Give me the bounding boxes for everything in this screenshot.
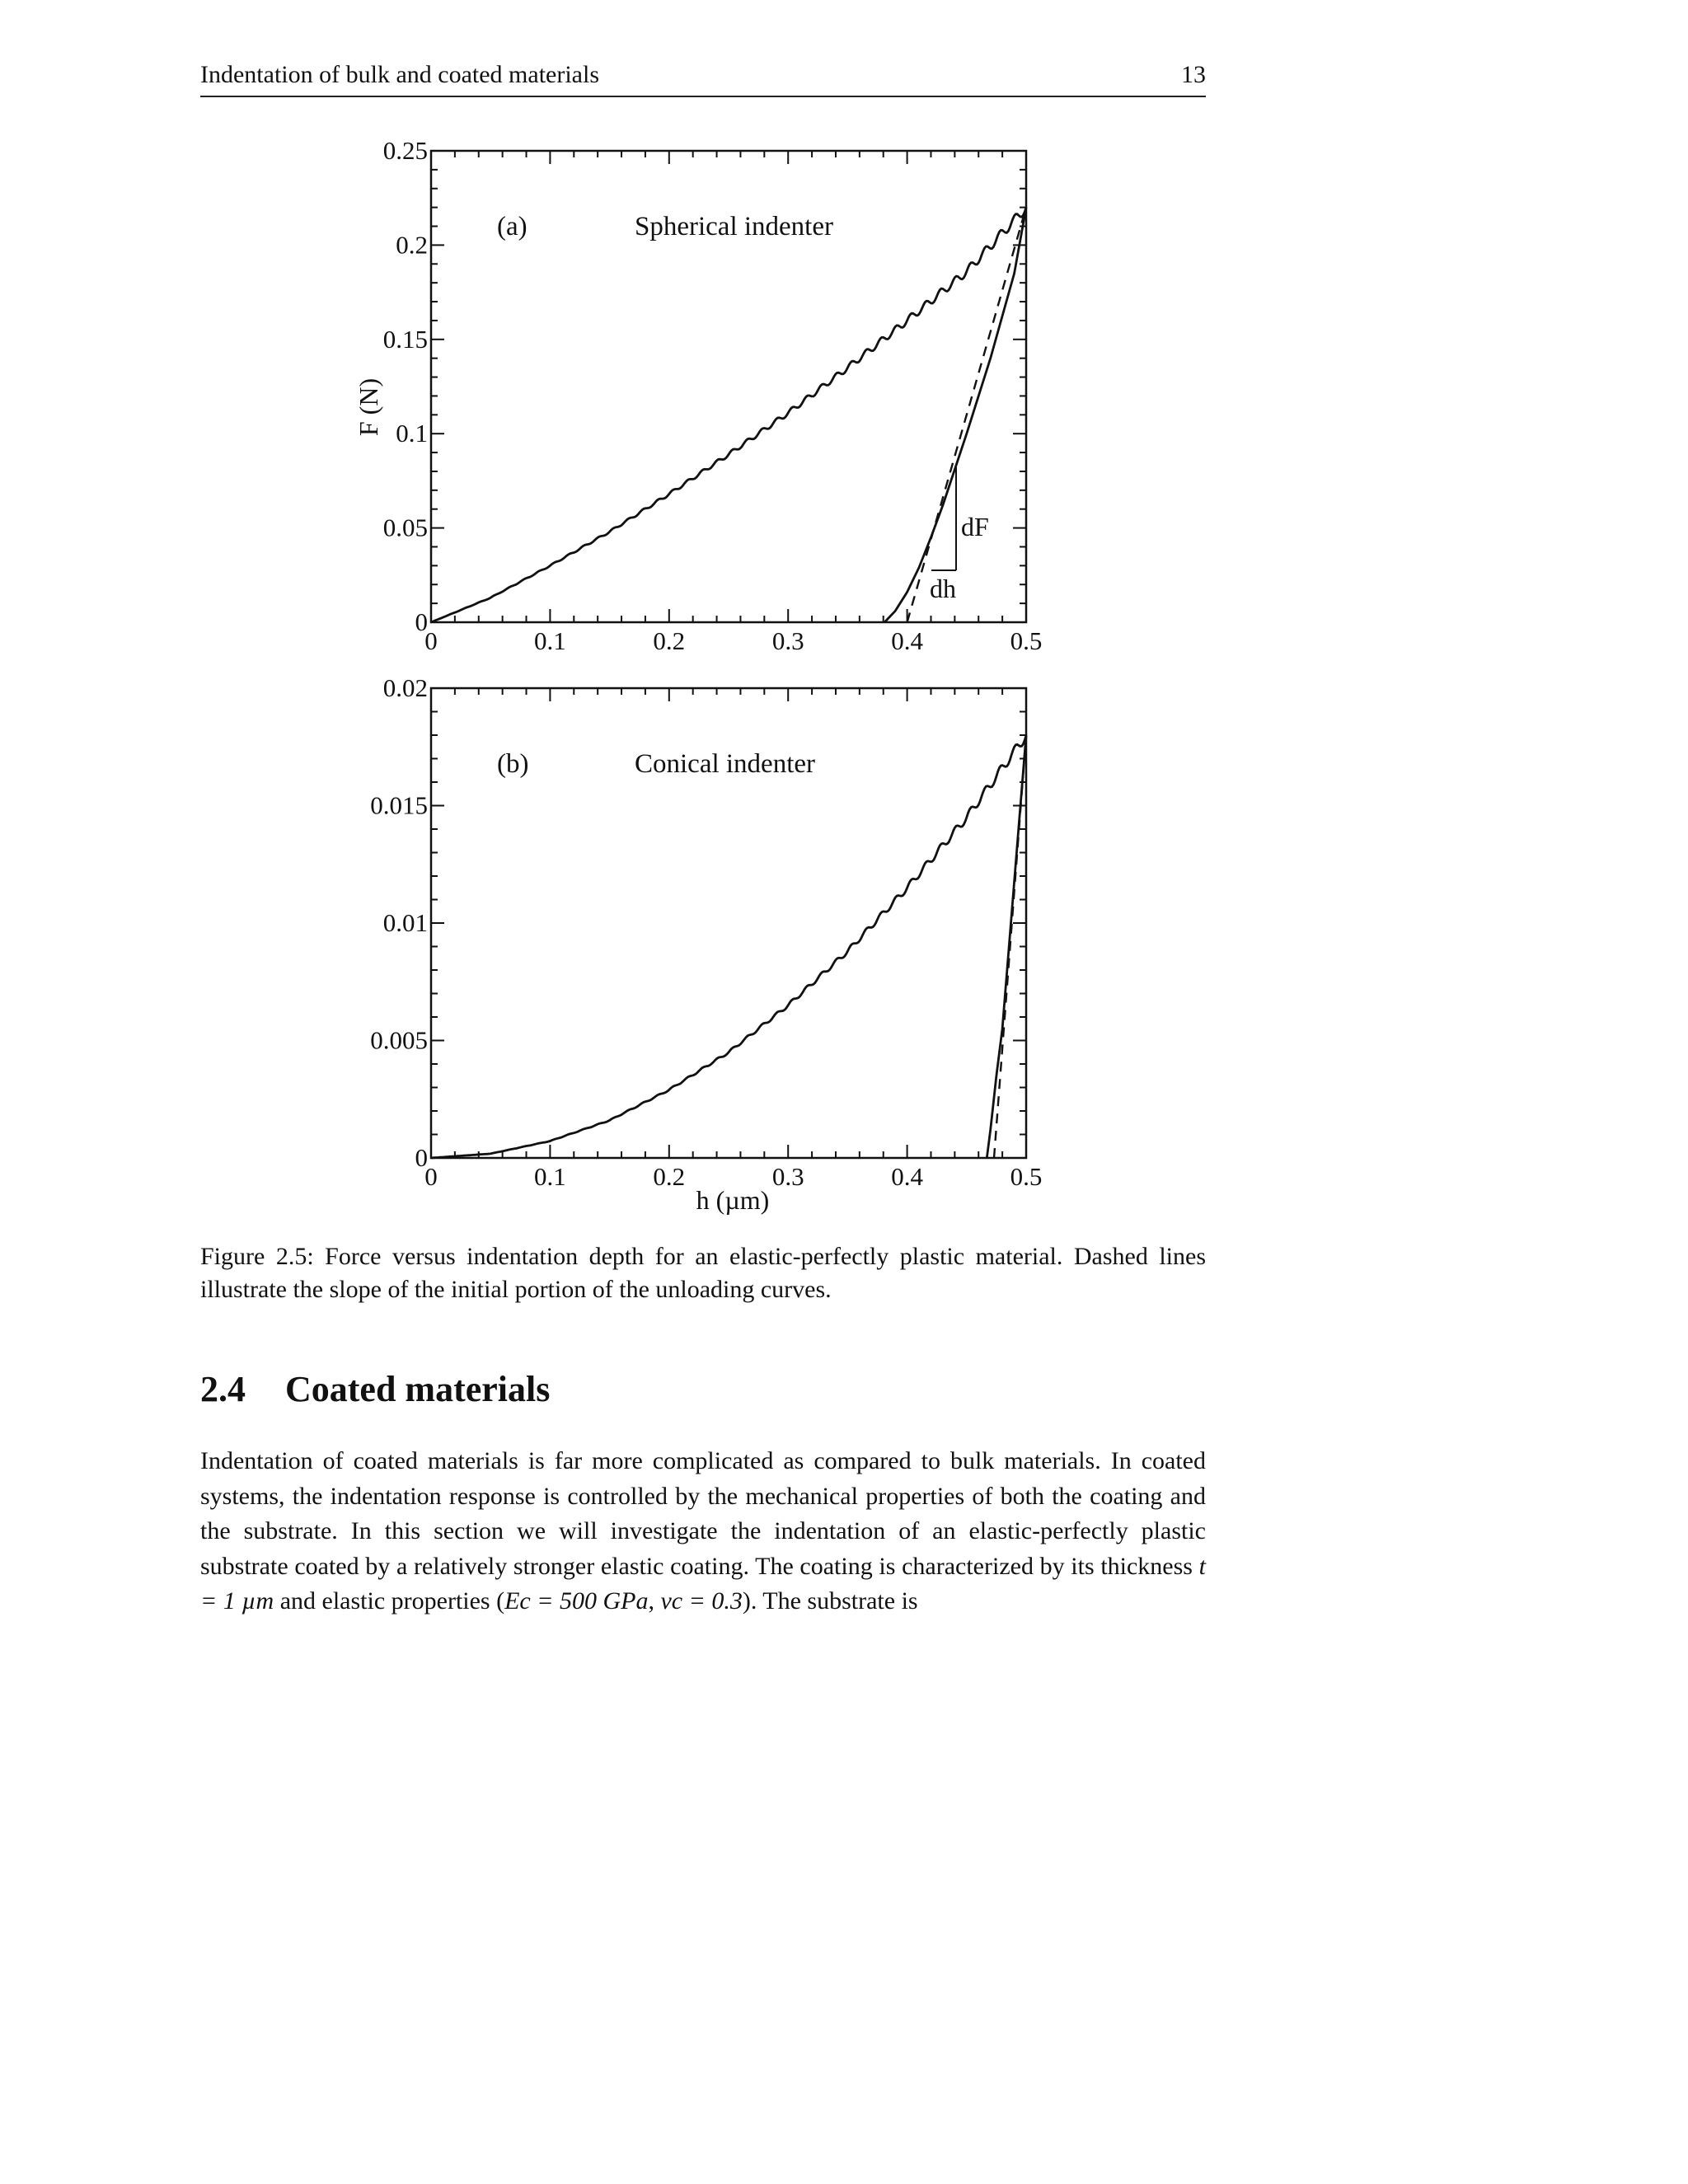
x-tick-label: 0.3 (771, 626, 804, 655)
y-tick-label: 0.25 (382, 136, 428, 165)
section-heading (200, 1368, 550, 1410)
body-text-1: Indentation of coated materials is far more complicated as compared to bulk materials. In coated systems, the indentation response is controlled by the mechanical properties of both the coating and the substrate. In this section we will investigate the indentation of an elastic-perfectly plastic substrate coated by a relatively stronger elastic coating. The coating is characterized by its thickness (200, 1447, 1206, 1580)
x-tick-label: 0.2 (653, 626, 686, 655)
body-text-2: and elastic properties ( (274, 1587, 505, 1615)
y-axis-label: F (N) (354, 377, 383, 437)
x-tick-label: 0.4 (891, 626, 923, 655)
y-tick-label: 0.2 (396, 230, 428, 260)
x-tick-label: 0.1 (534, 1162, 566, 1191)
panel-a (354, 136, 1042, 655)
y-tick-label: 0.1 (396, 419, 428, 448)
panel-label: (b) (497, 749, 529, 779)
dh-label: dh (930, 574, 956, 603)
loading-curve (431, 735, 1026, 1158)
y-tick-label: 0.005 (370, 1025, 428, 1055)
figure-caption: Figure 2.5: Force versus indentation depth for an elastic-perfectly plastic material. Dashed lines illustrate the slope of the initial portion of the unloading curves. (200, 1243, 1206, 1303)
x-tick-label: 0 (424, 1162, 438, 1191)
y-tick-label: 0.02 (382, 673, 428, 702)
y-tick-label: 0 (415, 607, 428, 636)
y-tick-label: 0.15 (382, 324, 428, 354)
running-title: Indentation of bulk and coated materials (200, 61, 599, 88)
modulus-expr: Ec = 500 GPa (504, 1587, 649, 1615)
panel-title: Conical indenter (635, 749, 816, 779)
x-tick-label: 0.5 (1010, 626, 1043, 655)
x-tick-label: 0.4 (891, 1162, 923, 1191)
panel-title: Spherical indenter (635, 212, 833, 241)
section-number: 2.4 (200, 1369, 246, 1409)
x-axis-label: h (µm) (696, 1185, 770, 1215)
x-tick-label: 0.3 (771, 1162, 804, 1191)
page-number: 13 (1181, 61, 1206, 88)
x-tick-label: 0.1 (534, 626, 566, 655)
x-tick-label: 0.2 (653, 1162, 686, 1191)
y-tick-label: 0.05 (382, 513, 428, 542)
body-paragraph (200, 1444, 1206, 1619)
x-tick-label: 0.5 (1010, 1162, 1043, 1191)
y-tick-label: 0.015 (370, 790, 428, 820)
panel-b (370, 673, 1042, 1215)
dF-label: dF (961, 512, 989, 541)
body-sep: , (648, 1587, 661, 1615)
panel-label: (a) (497, 212, 528, 241)
y-tick-label: 0.01 (382, 908, 428, 937)
thickness-expr: t = 1 µm (200, 1552, 1206, 1615)
x-tick-label: 0 (424, 626, 438, 655)
y-tick-label: 0 (415, 1143, 428, 1172)
body-text-3: ). The substrate is (742, 1587, 918, 1615)
loading-curve (431, 208, 1026, 622)
section-title: Coated materials (285, 1369, 551, 1409)
poisson-expr: νc = 0.3 (660, 1587, 743, 1615)
